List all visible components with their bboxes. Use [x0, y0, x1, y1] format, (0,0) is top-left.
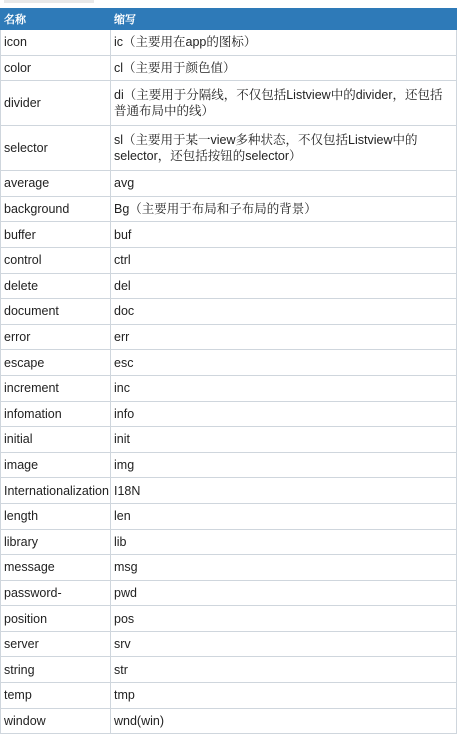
table-row	[1, 631, 457, 657]
term-cell: icon	[1, 30, 111, 56]
term-cell: temp	[1, 683, 111, 709]
table-row	[1, 452, 457, 478]
term-cell: selector	[1, 126, 111, 171]
abbreviation-cell: tmp	[111, 683, 457, 709]
abbreviation-cell: info	[111, 401, 457, 427]
abbreviation-cell: lib	[111, 529, 457, 555]
abbreviation-cell: srv	[111, 631, 457, 657]
table-row	[1, 30, 457, 56]
table-row	[1, 273, 457, 299]
abbreviation-cell: str	[111, 657, 457, 683]
term-cell: delete	[1, 273, 111, 299]
table-row	[1, 708, 457, 734]
term-cell: background	[1, 196, 111, 222]
term-cell: error	[1, 324, 111, 350]
term-cell: Internationalization	[1, 478, 111, 504]
table-row	[1, 126, 457, 171]
abbreviation-cell: doc	[111, 299, 457, 325]
abbreviation-cell: init	[111, 427, 457, 453]
abbreviation-cell: msg	[111, 555, 457, 581]
abbreviation-cell: inc	[111, 375, 457, 401]
abbreviation-cell: Bg（主要用于布局和子布局的背景）	[111, 196, 457, 222]
term-cell: position	[1, 606, 111, 632]
table-row	[1, 683, 457, 709]
abbreviation-cell: ctrl	[111, 247, 457, 273]
header-abbreviation: 缩写	[111, 9, 457, 30]
term-cell: library	[1, 529, 111, 555]
term-cell: length	[1, 503, 111, 529]
table-row	[1, 375, 457, 401]
abbreviation-cell: cl（主要用于颜色值）	[111, 55, 457, 81]
term-cell: initial	[1, 427, 111, 453]
header-row	[1, 9, 457, 30]
abbreviation-table	[0, 8, 457, 734]
cropped-caption-fragment	[4, 0, 154, 3]
table-header	[1, 9, 457, 30]
term-cell: color	[1, 55, 111, 81]
term-cell: message	[1, 555, 111, 581]
table-row	[1, 81, 457, 126]
abbreviation-cell: I18N	[111, 478, 457, 504]
table-row	[1, 247, 457, 273]
table-row	[1, 503, 457, 529]
abbreviation-cell: di（主要用于分隔线，不仅包括Listview中的divider，还包括普通布局中的线）	[111, 81, 457, 126]
table-row	[1, 555, 457, 581]
term-cell: escape	[1, 350, 111, 376]
term-cell: image	[1, 452, 111, 478]
term-cell: buffer	[1, 222, 111, 248]
header-name: 名称	[1, 9, 111, 30]
table-body	[1, 30, 457, 734]
abbreviation-cell: sl（主要用于某一view多种状态，不仅包括Listview中的selector，还包括按钮的selector）	[111, 126, 457, 171]
table-row	[1, 55, 457, 81]
term-cell: server	[1, 631, 111, 657]
abbreviation-cell: esc	[111, 350, 457, 376]
abbreviation-cell: wnd(win)	[111, 708, 457, 734]
table-row	[1, 580, 457, 606]
term-cell: infomation	[1, 401, 111, 427]
abbreviation-cell: err	[111, 324, 457, 350]
table-row	[1, 427, 457, 453]
table-row	[1, 171, 457, 197]
table-row	[1, 529, 457, 555]
abbreviation-cell: img	[111, 452, 457, 478]
abbreviation-cell: pos	[111, 606, 457, 632]
table-row	[1, 350, 457, 376]
table-row	[1, 606, 457, 632]
cropped-caption-strip	[0, 0, 460, 8]
abbreviation-cell: pwd	[111, 580, 457, 606]
term-cell: password-	[1, 580, 111, 606]
term-cell: control	[1, 247, 111, 273]
abbreviation-cell: del	[111, 273, 457, 299]
table-row	[1, 324, 457, 350]
term-cell: average	[1, 171, 111, 197]
table-row	[1, 222, 457, 248]
abbreviation-cell: ic（主要用在app的图标）	[111, 30, 457, 56]
abbreviation-cell: len	[111, 503, 457, 529]
term-cell: string	[1, 657, 111, 683]
term-cell: increment	[1, 375, 111, 401]
table-row	[1, 401, 457, 427]
table-row	[1, 299, 457, 325]
abbreviation-cell: avg	[111, 171, 457, 197]
term-cell: divider	[1, 81, 111, 126]
table-row	[1, 196, 457, 222]
term-cell: window	[1, 708, 111, 734]
abbreviation-cell: buf	[111, 222, 457, 248]
table-row	[1, 478, 457, 504]
table-row	[1, 657, 457, 683]
term-cell: document	[1, 299, 111, 325]
